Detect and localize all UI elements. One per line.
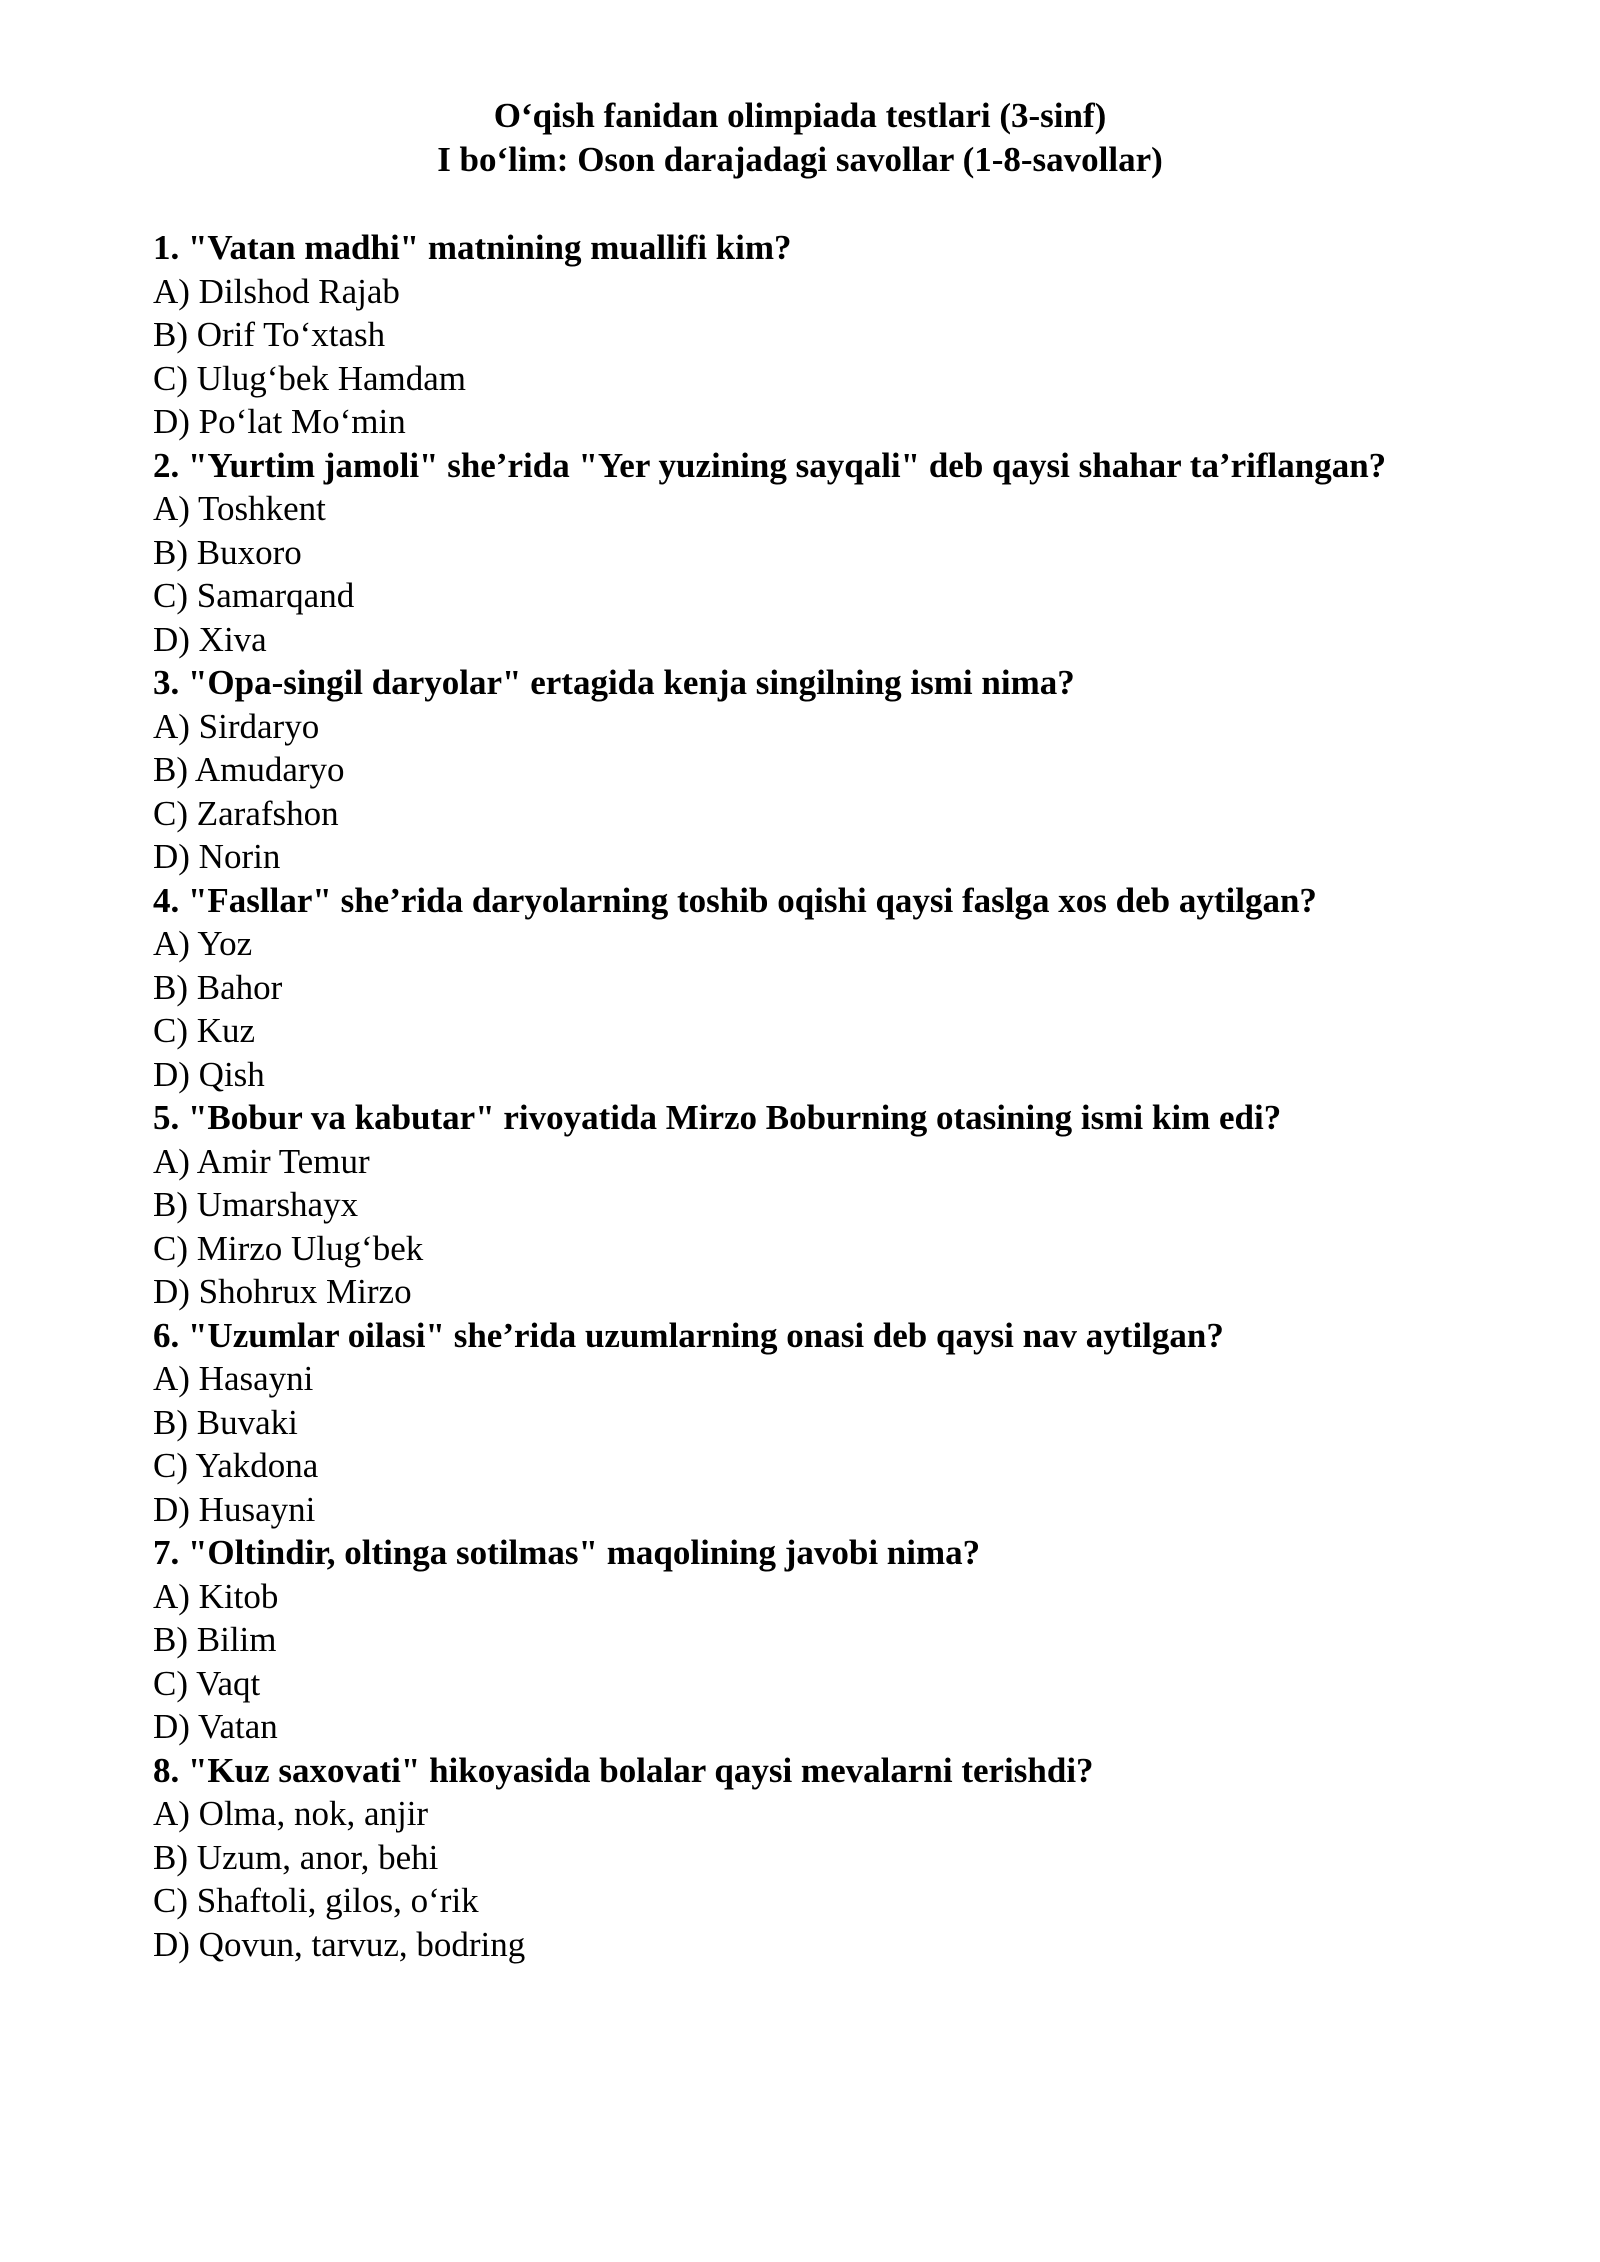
option-b: B) Buvaki xyxy=(153,1402,298,1442)
option-b: B) Uzum, anor, behi xyxy=(153,1837,439,1877)
question-7 xyxy=(153,1531,1553,1749)
question-6 xyxy=(153,1314,1553,1532)
question-list xyxy=(153,226,1553,1966)
option-b: B) Orif To‘xtash xyxy=(153,315,386,354)
question-text: 5. "Bobur va kabutar" rivoyatida Mirzo Boburning otasining ismi kim edi? xyxy=(153,1098,1282,1137)
option-a: A) Amir Temur xyxy=(153,1141,370,1181)
question-5 xyxy=(153,1096,1553,1314)
option-c: C) Yakdona xyxy=(153,1446,319,1485)
question-8 xyxy=(153,1749,1553,1967)
option-c: C) Samarqand xyxy=(153,576,355,615)
option-d: D) Norin xyxy=(153,837,281,876)
question-text: 8. "Kuz saxovati" hikoyasida bolalar qaysi mevalarni terishdi? xyxy=(153,1750,1094,1790)
option-d: D) Vatan xyxy=(153,1707,278,1746)
option-d: D) Qovun, tarvuz, bodring xyxy=(153,1924,526,1964)
question-text: 3. "Opa-singil daryolar" ertagida kenja singilning ismi nima? xyxy=(153,663,1075,702)
option-d: D) Husayni xyxy=(153,1489,316,1529)
option-a: A) Dilshod Rajab xyxy=(153,271,400,311)
option-b: B) Buxoro xyxy=(153,532,302,572)
question-text: 6. "Uzumlar oilasi" she’rida uzumlarning onasi deb qaysi nav aytilgan? xyxy=(153,1315,1224,1355)
section-title: I bo‘lim: Oson darajadagi savollar (1-8-savollar) xyxy=(437,140,1163,179)
question-1 xyxy=(153,226,1553,444)
question-4 xyxy=(153,879,1553,1097)
option-d: D) Xiva xyxy=(153,619,267,659)
option-a: A) Sirdaryo xyxy=(153,706,320,746)
option-b: B) Amudaryo xyxy=(153,750,345,789)
question-3 xyxy=(153,661,1553,879)
option-d: D) Shohrux Mirzo xyxy=(153,1272,412,1311)
option-a: A) Kitob xyxy=(153,1576,279,1616)
option-b: B) Bahor xyxy=(153,967,283,1007)
option-d: D) Qish xyxy=(153,1054,265,1094)
option-c: C) Mirzo Ulug‘bek xyxy=(153,1228,424,1268)
option-c: C) Kuz xyxy=(153,1011,256,1050)
question-text: 4. "Fasllar" she’rida daryolarning toshib oqishi qaysi faslga xos deb aytilgan? xyxy=(153,880,1317,920)
option-d: D) Po‘lat Mo‘min xyxy=(153,402,406,441)
option-c: C) Vaqt xyxy=(153,1663,261,1703)
document-title: O‘qish fanidan olimpiada testlari (3-sinf) xyxy=(493,96,1107,135)
option-a: A) Yoz xyxy=(153,924,253,963)
question-text: 1. "Vatan madhi" matnining muallifi kim? xyxy=(153,228,792,267)
option-a: A) Toshkent xyxy=(153,489,326,528)
option-b: B) Umarshayx xyxy=(153,1185,359,1224)
question-text: 7. "Oltindir, oltinga sotilmas" maqolining javobi nima? xyxy=(153,1533,981,1572)
document-header xyxy=(0,94,1600,182)
option-c: C) Ulug‘bek Hamdam xyxy=(153,358,466,398)
option-a: A) Hasayni xyxy=(153,1359,314,1398)
option-c: C) Shaftoli, gilos, o‘rik xyxy=(153,1881,479,1920)
option-a: A) Olma, nok, anjir xyxy=(153,1794,429,1833)
option-c: C) Zarafshon xyxy=(153,793,339,833)
question-2 xyxy=(153,444,1553,662)
option-b: B) Bilim xyxy=(153,1620,277,1659)
question-text: 2. "Yurtim jamoli" she’rida "Yer yuzining sayqali" deb qaysi shahar ta’riflangan? xyxy=(153,445,1387,485)
